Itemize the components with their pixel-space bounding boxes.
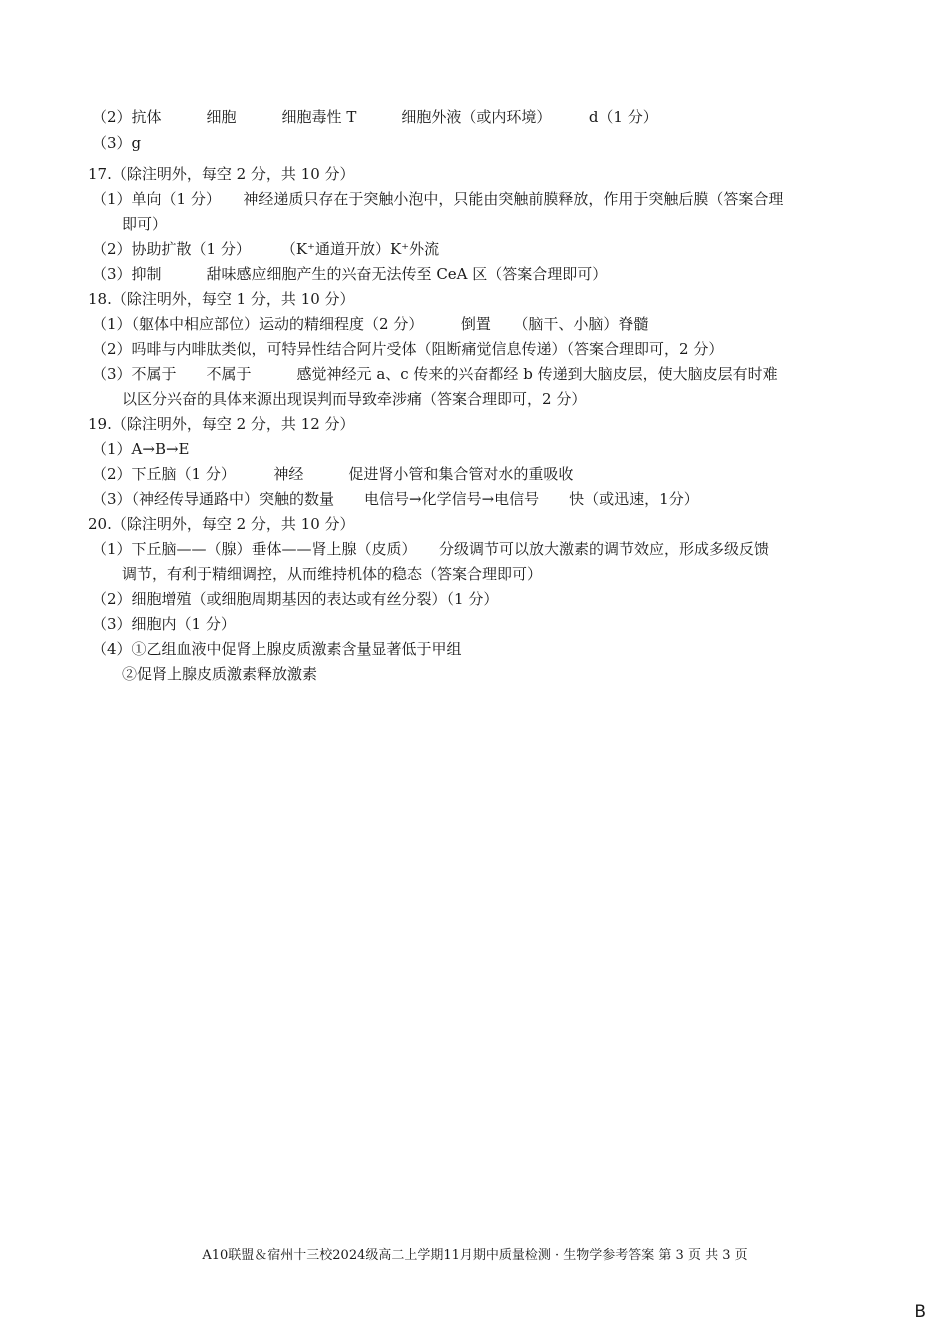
answer-line: （1）下丘脑——（腺）垂体——肾上腺（皮质） 分级调节可以放大激素的调节效应，形成多级反馈 [92, 540, 770, 558]
answer-line: ②促肾上腺皮质激素释放激素 [92, 665, 318, 683]
answer-line: （4）①乙组血液中促肾上腺皮质激素含量显著低于甲组 [92, 640, 462, 658]
answer-line: （3）不属于 不属于 感觉神经元 a、c 传来的兴奋都经 b 传递到大脑皮层，使大脑皮层有时难 [92, 365, 778, 383]
question-heading: 17.（除注明外，每空 2 分，共 10 分） [88, 165, 355, 183]
answer-line: （2）下丘脑（1 分） 神经 促进肾小管和集合管对水的重吸收 [92, 465, 574, 483]
question-heading: 18.（除注明外，每空 1 分，共 10 分） [88, 290, 355, 308]
answer-line: 以区分兴奋的具体来源出现误判而导致牵涉痛（答案合理即可，2 分） [92, 390, 587, 408]
answer-line: 调节，有利于精细调控，从而维持机体的稳态（答案合理即可） [92, 565, 543, 583]
answer-line: （2）抗体 细胞 细胞毒性 T 细胞外液（或内环境） d（1 分） [92, 108, 658, 126]
question-heading: 20.（除注明外，每空 2 分，共 10 分） [88, 515, 355, 533]
answer-line: （2）吗啡与内啡肽类似，可特异性结合阿片受体（阻断痛觉信息传递）（答案合理即可，2 分） [92, 340, 724, 358]
answer-line: （2）协助扩散（1 分） （K⁺通道开放）K⁺外流 [92, 240, 440, 258]
answer-line: （3）抑制 甜味感应细胞产生的兴奋无法传至 CeA 区（答案合理即可） [92, 265, 608, 283]
answer-line: （1）单向（1 分） 神经递质只存在于突触小泡中，只能由突触前膜释放，作用于突触后膜（答案合理 [92, 190, 784, 208]
answer-line: （3）（神经传导通路中）突触的数量 电信号→化学信号→电信号 快（或迅速，1分） [92, 490, 699, 508]
answer-line: （3）细胞内（1 分） [92, 615, 236, 633]
answer-line: 即可） [92, 215, 168, 233]
corner-mark: B [914, 1302, 926, 1322]
answer-line: （1）A→B→E [92, 440, 190, 458]
page-footer: A10联盟＆宿州十三校2024级高二上学期11月期中质量检测 · 生物学参考答案 第 3 页 共 3 页 [202, 1248, 748, 1263]
answer-line: （2）细胞增殖（或细胞周期基因的表达或有丝分裂）（1 分） [92, 590, 499, 608]
answer-line: （1）（躯体中相应部位）运动的精细程度（2 分） 倒置 （脑干、小脑）脊髓 [92, 315, 649, 333]
answer-line: （3）g [92, 134, 142, 152]
question-heading: 19.（除注明外，每空 2 分，共 12 分） [88, 415, 355, 433]
